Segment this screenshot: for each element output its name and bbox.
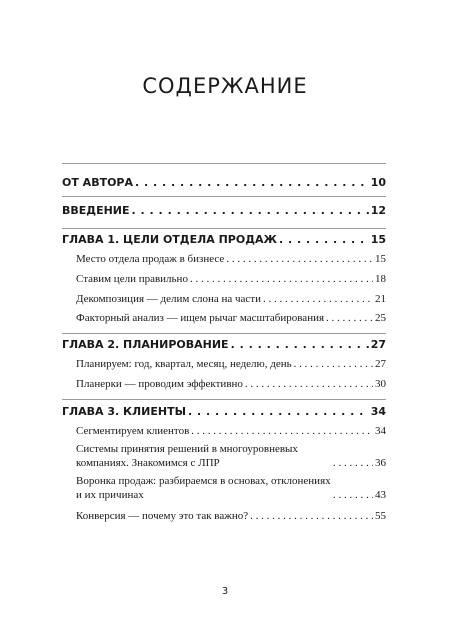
divider [62, 333, 386, 334]
toc-entry-chapter-3[interactable] [62, 405, 386, 419]
dot-leader [226, 252, 373, 266]
toc-entry-page: 15 [370, 233, 386, 246]
dot-leader [231, 338, 369, 352]
dot-leader [190, 272, 373, 286]
toc-entry-label: ГЛАВА 2. ПЛАНИРОВАНИЕ [62, 338, 229, 351]
dot-leader [245, 377, 373, 391]
page-number: 3 [221, 586, 229, 597]
toc-subentry[interactable] [76, 442, 386, 470]
toc-subentry-label: Планерки — проводим эффективно [76, 378, 243, 390]
dot-leader [132, 204, 369, 218]
toc-subentry-label: Системы принятия решений в многоуровневых компаниях. Знакомимся с ЛПР [76, 443, 298, 469]
toc-entry-label: ВВЕДЕНИЕ [62, 204, 130, 217]
toc-subentry-page: 36 [375, 457, 386, 469]
toc-subentry-page: 18 [375, 273, 386, 285]
toc-entry-from-author[interactable] [62, 176, 386, 190]
dot-leader [250, 509, 373, 523]
toc-subentry-label: Ставим цели правильно [76, 273, 188, 285]
toc-subentry[interactable] [76, 377, 386, 391]
toc-entry-chapter-2[interactable] [62, 338, 386, 352]
dot-leader [188, 405, 369, 419]
toc-subentry[interactable] [76, 424, 386, 438]
toc-subentry-page: 30 [375, 378, 386, 390]
dot-leader [333, 488, 373, 502]
dot-leader [191, 424, 373, 438]
toc-subentry-page: 43 [375, 489, 386, 501]
toc-subentry-page: 27 [375, 358, 386, 370]
toc-subentry-page: 21 [375, 293, 386, 305]
toc-subentry-page: 25 [375, 312, 386, 324]
dot-leader [279, 233, 369, 247]
toc-subentry-page: 34 [375, 425, 386, 437]
toc-subentry[interactable] [76, 311, 386, 325]
toc-entry-page: 12 [370, 204, 386, 217]
divider [62, 163, 386, 164]
toc-subentry-page: 55 [375, 510, 386, 522]
toc-subentry[interactable] [76, 252, 386, 266]
dot-leader [326, 311, 373, 325]
toc-subentry-label: Место отдела продаж в бизнесе [76, 253, 225, 265]
divider [62, 228, 386, 229]
toc-subentry-label: Декомпозиция — делим слона на части [76, 293, 261, 305]
toc-subentry[interactable] [76, 474, 386, 502]
toc-subentry[interactable] [76, 509, 386, 523]
divider [62, 399, 386, 400]
dot-leader [135, 176, 369, 190]
toc-entry-page: 34 [370, 405, 386, 418]
toc-subentry-label: Факторный анализ — ищем рычаг масштабирования [76, 312, 325, 324]
toc-entry-introduction[interactable] [62, 204, 386, 218]
toc-subentry-label: Конверсия — почему это так важно? [76, 510, 249, 522]
toc-subentry[interactable] [76, 357, 386, 371]
toc-subentry[interactable] [76, 292, 386, 306]
page-title: СОДЕРЖАНИЕ [142, 74, 308, 98]
toc-entry-label: ОТ АВТОРА [62, 176, 134, 189]
divider [62, 196, 386, 197]
toc-entry-label: ГЛАВА 1. ЦЕЛИ ОТДЕЛА ПРОДАЖ [62, 233, 277, 246]
toc-subentry-label: Сегментируем клиентов [76, 425, 190, 437]
toc-entry-page: 10 [370, 176, 386, 189]
toc-entry-page: 27 [370, 338, 386, 351]
toc-subentry-page: 15 [375, 253, 386, 265]
toc-subentry-label: Воронка продаж: разбираемся в основах, отклонениях и их причинах [76, 475, 331, 501]
toc-entry-chapter-1[interactable] [62, 233, 386, 247]
dot-leader [333, 456, 373, 470]
toc-entry-label: ГЛАВА 3. КЛИЕНТЫ [62, 405, 187, 418]
dot-leader [294, 357, 373, 371]
toc-subentry[interactable] [76, 272, 386, 286]
dot-leader [263, 292, 373, 306]
toc-subentry-label: Планируем: год, квартал, месяц, неделю, день [76, 358, 292, 370]
